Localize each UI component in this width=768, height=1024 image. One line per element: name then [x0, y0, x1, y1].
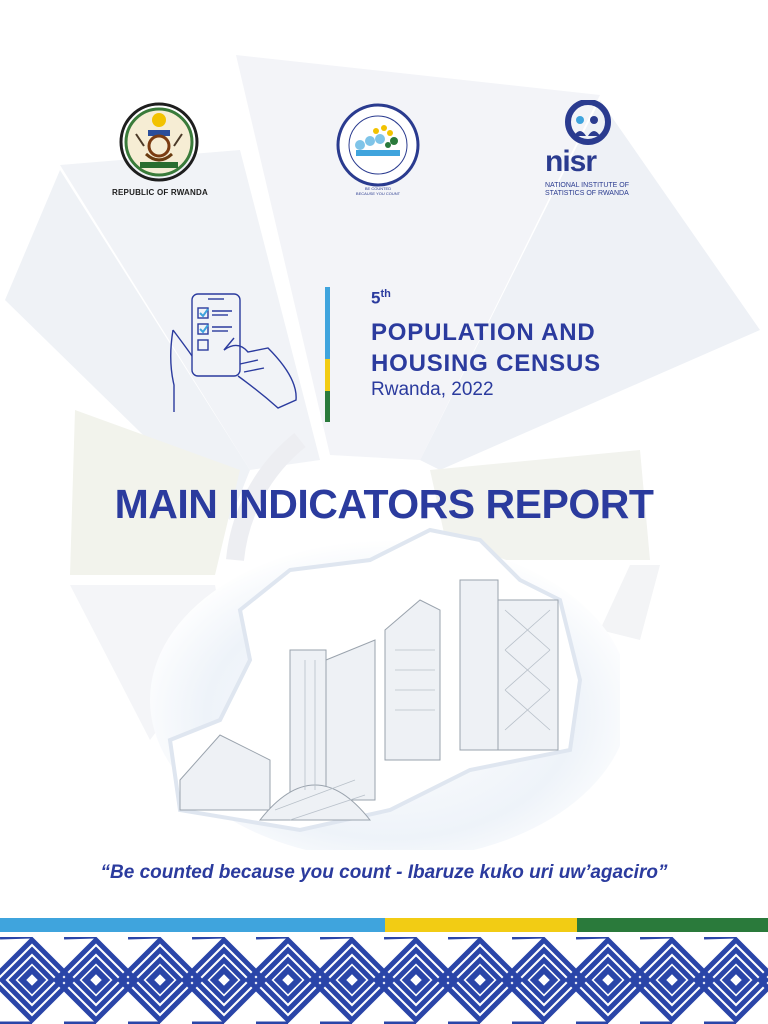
pattern-diamond [406, 970, 426, 990]
edition-label [371, 288, 601, 309]
census-title-line2: HOUSING CENSUS [371, 349, 601, 377]
pattern-diamond [22, 970, 42, 990]
pattern-diamond [726, 970, 746, 990]
census-title-block [371, 288, 601, 401]
band-green [577, 918, 768, 932]
census-motto-line2: BECAUSE YOU COUNT [355, 191, 401, 196]
report-title: MAIN INDICATORS REPORT [114, 481, 654, 527]
nisr-caption-line1: NATIONAL INSTITUTE OF [545, 182, 630, 189]
nisr-wordmark: nisr [545, 145, 597, 178]
accent-bar-yellow [325, 359, 330, 391]
band-yellow [385, 918, 577, 932]
phone-checklist-icon [168, 290, 303, 415]
pattern-diamond [278, 970, 298, 990]
edition-number: 5 [371, 288, 381, 308]
rwanda-coat-of-arms-logo [118, 100, 200, 184]
census-logo [332, 103, 424, 187]
pattern-diamond [150, 970, 170, 990]
edition-suffix: th [380, 288, 391, 300]
accent-bar-blue [325, 287, 330, 359]
census-title [371, 317, 601, 379]
pattern-diamond [86, 970, 106, 990]
rwanda-map-buildings-illustration [140, 520, 620, 850]
republic-caption: REPUBLIC OF RWANDA [112, 188, 208, 197]
pattern-diamond [342, 970, 362, 990]
census-motto [342, 186, 414, 196]
band-blue [0, 918, 385, 932]
census-place-year: Rwanda, 2022 [371, 378, 494, 400]
census-motto-line1: BE COUNTED [364, 186, 392, 191]
accent-bar-green [325, 391, 330, 422]
pattern-diamond [470, 970, 490, 990]
pattern-diamond [534, 970, 554, 990]
census-title-line1: POPULATION AND [371, 318, 596, 346]
imigongo-pattern [0, 937, 768, 1024]
slogan: “Be counted because you count - Ibaruze kuko uri uw’agaciro” [100, 862, 668, 883]
pattern-diamond [214, 970, 234, 990]
pattern-diamond [598, 970, 618, 990]
nisr-caption [545, 182, 645, 198]
nisr-caption-line2: STATISTICS OF RWANDA [545, 190, 629, 197]
pattern-diamond [662, 970, 682, 990]
nisr-logo-mark [560, 100, 616, 148]
